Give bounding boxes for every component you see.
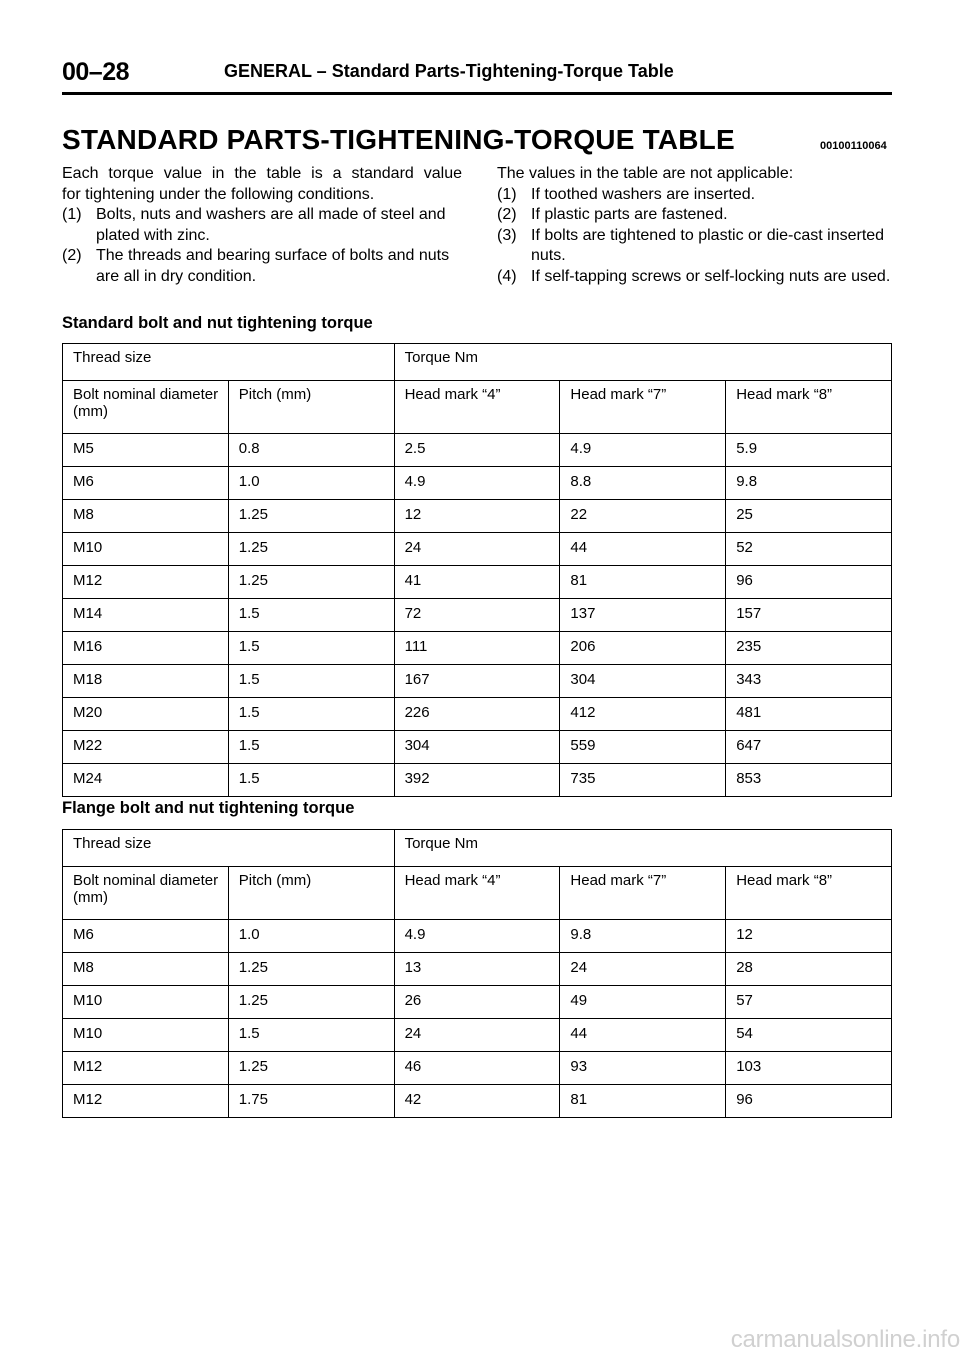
table-cell: 52 [726, 533, 892, 566]
thread-size-header: Thread size [63, 830, 395, 867]
table-row [63, 1019, 892, 1052]
table-cell: 81 [560, 566, 726, 599]
table-cell: 1.25 [228, 986, 394, 1019]
column-header: Head mark “7” [560, 867, 726, 920]
exception-item [497, 205, 892, 226]
section-title: GENERAL – Standard Parts-Tightening-Torque Table [224, 61, 674, 81]
flange-table-heading: Flange bolt and nut tightening torque [62, 799, 355, 817]
table-cell: 5.9 [726, 434, 892, 467]
condition-text: Bolts, nuts and washers are all made of steel and plated with zinc. [96, 206, 446, 244]
exception-number: (3) [497, 226, 517, 244]
table-cell: 93 [560, 1052, 726, 1085]
column-header: Head mark “4” [394, 381, 560, 434]
exception-item [497, 185, 892, 206]
table-cell: 481 [726, 698, 892, 731]
table-cell: 24 [394, 1019, 560, 1052]
page-number: 00–28 [62, 58, 130, 86]
table-cell: 72 [394, 599, 560, 632]
page-header [62, 58, 892, 95]
intro-line: Each torque value in the table is a standard value [62, 165, 462, 182]
table-cell: 26 [394, 986, 560, 1019]
exception-number: (2) [497, 206, 517, 223]
table-cell: M6 [63, 467, 229, 500]
table-cell: 235 [726, 632, 892, 665]
table-row [63, 920, 892, 953]
table-cell: M22 [63, 731, 229, 764]
table-cell: 1.0 [228, 920, 394, 953]
table-cell: 24 [394, 533, 560, 566]
exception-number: (4) [497, 267, 517, 285]
table-cell: 12 [726, 920, 892, 953]
table-cell: 96 [726, 566, 892, 599]
table-cell: M12 [63, 1052, 229, 1085]
table-cell: 28 [726, 953, 892, 986]
table-cell: 157 [726, 599, 892, 632]
page-title: STANDARD PARTS-TIGHTENING-TORQUE TABLE [62, 124, 735, 155]
exception-number: (1) [497, 185, 517, 203]
table-row [63, 1052, 892, 1085]
table-row [63, 632, 892, 665]
table-row [63, 599, 892, 632]
table-cell: 304 [394, 731, 560, 764]
table-cell: 392 [394, 764, 560, 797]
table-cell: 1.25 [228, 1052, 394, 1085]
table-cell: 304 [560, 665, 726, 698]
table-cell: 137 [560, 599, 726, 632]
table-cell: 343 [726, 665, 892, 698]
table-cell: M6 [63, 920, 229, 953]
table-cell: 412 [560, 698, 726, 731]
table-row [63, 953, 892, 986]
table-row [63, 434, 892, 467]
table-header-row [63, 830, 892, 867]
torque-header: Torque Nm [394, 344, 891, 381]
column-header: Bolt nominal diameter (mm) [63, 867, 229, 920]
table-cell: 4.9 [560, 434, 726, 467]
column-header: Bolt nominal diameter (mm) [63, 381, 229, 434]
table-row [63, 1085, 892, 1118]
table-cell: 111 [394, 632, 560, 665]
exception-text: If plastic parts are fastened. [531, 206, 728, 223]
table-cell: 96 [726, 1085, 892, 1118]
table-header-row [63, 344, 892, 381]
table-cell: M10 [63, 533, 229, 566]
table-cell: 9.8 [726, 467, 892, 500]
table-cell: 167 [394, 665, 560, 698]
exception-text: If toothed washers are inserted. [531, 185, 756, 203]
table-cell: 1.5 [228, 599, 394, 632]
table-cell: 0.8 [228, 434, 394, 467]
table-cell: 1.75 [228, 1085, 394, 1118]
table-cell: 46 [394, 1052, 560, 1085]
exceptions-lead: The values in the table are not applicable: [497, 165, 794, 182]
table-column-header-row [63, 867, 892, 920]
table-cell: 1.0 [228, 467, 394, 500]
table-cell: 2.5 [394, 434, 560, 467]
table-cell: 1.5 [228, 698, 394, 731]
column-header: Head mark “8” [726, 381, 892, 434]
table-row [63, 665, 892, 698]
column-header: Pitch (mm) [228, 381, 394, 434]
condition-number: (2) [62, 247, 82, 264]
table-cell: 1.5 [228, 632, 394, 665]
table-cell: M10 [63, 986, 229, 1019]
condition-item [62, 205, 462, 246]
watermark-text: carmanualsonline.info [730, 1326, 960, 1353]
table-cell: M12 [63, 566, 229, 599]
table-cell: 647 [726, 731, 892, 764]
column-header: Head mark “7” [560, 381, 726, 434]
table-cell: 44 [560, 1019, 726, 1052]
table-cell: 12 [394, 500, 560, 533]
torque-header: Torque Nm [394, 830, 891, 867]
table-cell: M20 [63, 698, 229, 731]
table-cell: 25 [726, 500, 892, 533]
table-cell: 1.25 [228, 500, 394, 533]
exception-text: If bolts are tightened to plastic or die-cast inserted nuts. [531, 226, 885, 264]
column-header: Head mark “4” [394, 867, 560, 920]
table-cell: 735 [560, 764, 726, 797]
table-row [63, 764, 892, 797]
table-cell: 81 [560, 1085, 726, 1118]
table-cell: M10 [63, 1019, 229, 1052]
table-row [63, 731, 892, 764]
table-cell: 1.5 [228, 731, 394, 764]
table-cell: 49 [560, 986, 726, 1019]
exception-item [497, 267, 892, 288]
table-cell: 24 [560, 953, 726, 986]
table-row [63, 467, 892, 500]
table-cell: M16 [63, 632, 229, 665]
table-cell: 1.25 [228, 953, 394, 986]
table-cell: 42 [394, 1085, 560, 1118]
intro-line: for tightening under the following conditions. [62, 185, 375, 203]
standard-torque-table [62, 343, 892, 797]
table-cell: 1.25 [228, 566, 394, 599]
exception-item [497, 226, 892, 267]
table-cell: 54 [726, 1019, 892, 1052]
table-cell: 103 [726, 1052, 892, 1085]
table-cell: 1.5 [228, 665, 394, 698]
flange-torque-table [62, 829, 892, 1118]
table-cell: M14 [63, 599, 229, 632]
table-cell: 22 [560, 500, 726, 533]
table-row [63, 698, 892, 731]
table-cell: 1.25 [228, 533, 394, 566]
exceptions-column [497, 164, 892, 287]
table-cell: 853 [726, 764, 892, 797]
table-cell: M24 [63, 764, 229, 797]
table-cell: 8.8 [560, 467, 726, 500]
table-cell: 4.9 [394, 467, 560, 500]
table-cell: 44 [560, 533, 726, 566]
table-cell: 41 [394, 566, 560, 599]
column-header: Pitch (mm) [228, 867, 394, 920]
table-cell: 1.5 [228, 764, 394, 797]
table-cell: 559 [560, 731, 726, 764]
conditions-column [62, 164, 462, 287]
table-cell: M8 [63, 500, 229, 533]
table-cell: 9.8 [560, 920, 726, 953]
table-cell: M5 [63, 434, 229, 467]
table-row [63, 986, 892, 1019]
table-row [63, 533, 892, 566]
table-cell: 1.5 [228, 1019, 394, 1052]
document-code: 00100110064 [820, 140, 887, 152]
table-cell: 4.9 [394, 920, 560, 953]
table-cell: M12 [63, 1085, 229, 1118]
table-cell: 226 [394, 698, 560, 731]
exception-text: If self-tapping screws or self-locking nuts are used. [531, 267, 891, 285]
table-cell: 13 [394, 953, 560, 986]
thread-size-header: Thread size [63, 344, 395, 381]
condition-number: (1) [62, 206, 82, 223]
table-cell: M18 [63, 665, 229, 698]
condition-text: The threads and bearing surface of bolts and nuts are all in dry condition. [96, 247, 450, 285]
table-column-header-row [63, 381, 892, 434]
table-cell: 206 [560, 632, 726, 665]
column-header: Head mark “8” [726, 867, 892, 920]
condition-item [62, 246, 462, 287]
table-cell: M8 [63, 953, 229, 986]
standard-table-heading: Standard bolt and nut tightening torque [62, 314, 373, 332]
table-row [63, 566, 892, 599]
table-cell: 57 [726, 986, 892, 1019]
table-row [63, 500, 892, 533]
